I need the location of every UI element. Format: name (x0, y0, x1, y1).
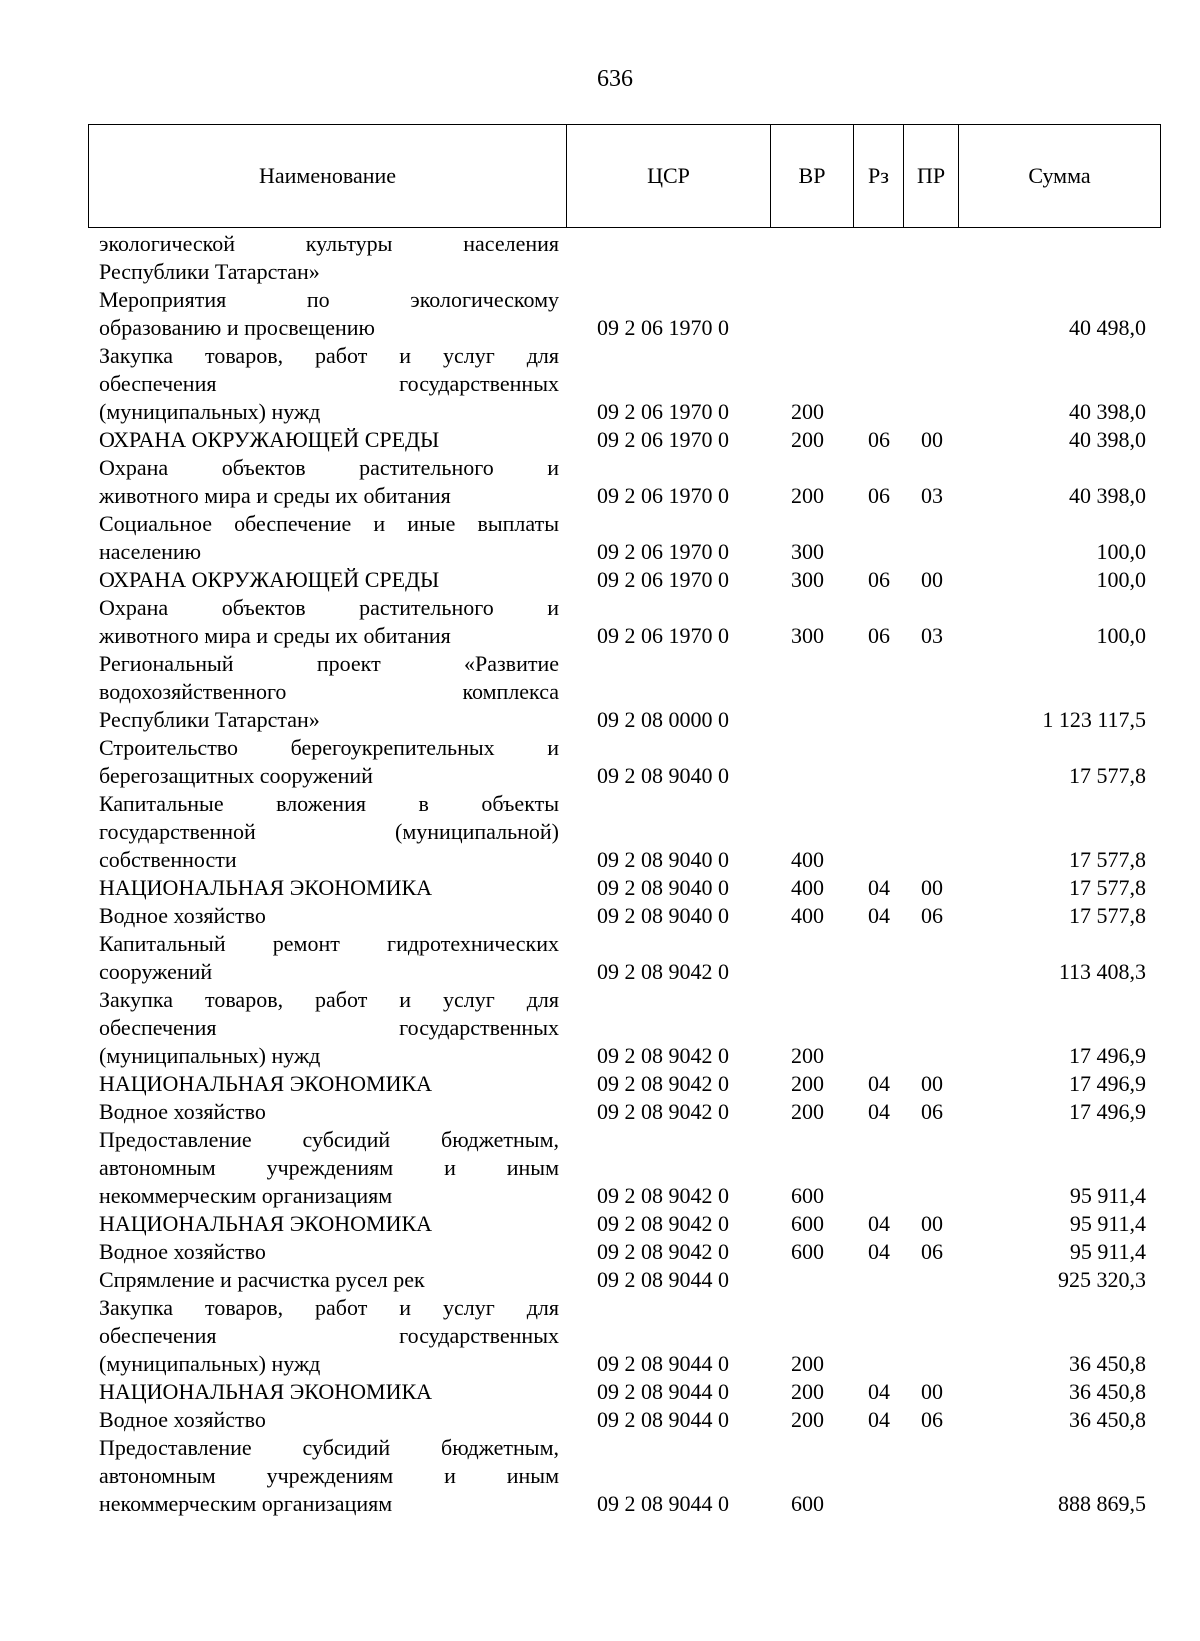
row-name-line: Водное хозяйство (99, 1407, 266, 1432)
row-name-line: Водное хозяйство (99, 1239, 266, 1264)
table-row (99, 566, 1160, 594)
row-name-line: некоммерческим организациям (99, 1491, 393, 1516)
row-pr: 06 (921, 903, 943, 928)
row-pr: 00 (921, 1071, 943, 1096)
row-csr: 09 2 08 9042 0 (597, 1211, 729, 1236)
table-row (99, 986, 1160, 1070)
row-csr: 09 2 08 9044 0 (597, 1491, 729, 1516)
table-row (99, 1266, 1160, 1294)
row-name-line: Предоставление субсидий бюджетным, (99, 1435, 559, 1460)
row-name-line: образованию и просвещению (99, 315, 375, 340)
row-csr: 09 2 08 9044 0 (597, 1407, 729, 1432)
row-sum: 925 320,3 (1058, 1267, 1146, 1292)
row-sum: 113 408,3 (1058, 959, 1146, 984)
row-name-line: автономным учреждениям и иным (99, 1155, 559, 1180)
row-csr: 09 2 08 9042 0 (597, 1239, 729, 1264)
table-row (99, 230, 1160, 286)
row-name-line: Строительство берегоукрепительных и (99, 735, 559, 760)
row-name-line: Республики Татарстан» (99, 707, 320, 732)
row-vr: 300 (791, 539, 824, 564)
header-csr: ЦСР (567, 125, 771, 228)
row-pr: 03 (921, 483, 943, 508)
row-name (99, 1238, 559, 1266)
table-row (99, 790, 1160, 874)
row-name-line: берегозащитных сооружений (99, 763, 373, 788)
row-rz: 04 (868, 1379, 890, 1404)
row-name-line: ОХРАНА ОКРУЖАЮЩЕЙ СРЕДЫ (99, 427, 440, 452)
row-name-line: обеспечения государственных (99, 1323, 559, 1348)
row-vr: 200 (791, 399, 824, 424)
row-sum: 40 398,0 (1069, 427, 1146, 452)
row-pr: 00 (921, 427, 943, 452)
row-vr: 200 (791, 483, 824, 508)
row-name-line: автономным учреждениям и иным (99, 1463, 559, 1488)
row-vr: 300 (791, 623, 824, 648)
row-name-line: Охрана объектов растительного и (99, 455, 559, 480)
row-rz: 06 (868, 483, 890, 508)
row-name-line: Мероприятия по экологическому (99, 287, 559, 312)
row-name (99, 1406, 559, 1434)
row-name-line: Спрямление и расчистка русел рек (99, 1267, 425, 1292)
row-name (99, 734, 559, 790)
row-name (99, 1210, 559, 1238)
row-name-line: водохозяйственного комплекса (99, 679, 559, 704)
row-sum: 95 911,4 (1069, 1211, 1146, 1236)
table-row (99, 286, 1160, 342)
row-csr: 09 2 08 9040 0 (597, 875, 729, 900)
row-name-line: Региональный проект «Развитие (99, 651, 559, 676)
row-name (99, 230, 559, 286)
row-sum: 17 496,9 (1069, 1043, 1146, 1068)
row-name-line: (муниципальных) нужд (99, 1043, 321, 1068)
table-row (99, 1238, 1160, 1266)
table-row (99, 1434, 1160, 1518)
row-sum: 40 398,0 (1069, 483, 1146, 508)
table-row (99, 426, 1160, 454)
row-pr: 00 (921, 1379, 943, 1404)
row-rz: 06 (868, 567, 890, 592)
row-sum: 17 577,8 (1069, 847, 1146, 872)
row-pr: 03 (921, 623, 943, 648)
table-row (99, 1294, 1160, 1378)
row-vr: 200 (791, 1099, 824, 1124)
row-csr: 09 2 06 1970 0 (597, 539, 729, 564)
row-name (99, 790, 559, 874)
row-name-line: населению (99, 539, 202, 564)
row-name (99, 286, 559, 342)
row-name-line: Закупка товаров, работ и услуг для (99, 1295, 559, 1320)
row-name-line: животного мира и среды их обитания (99, 483, 451, 508)
row-rz: 04 (868, 1211, 890, 1236)
row-sum: 17 577,8 (1069, 763, 1146, 788)
row-name-line: животного мира и среды их обитания (99, 623, 451, 648)
table-row (99, 734, 1160, 790)
row-vr: 400 (791, 903, 824, 928)
row-sum: 17 577,8 (1069, 875, 1146, 900)
row-name (99, 510, 559, 566)
row-csr: 09 2 06 1970 0 (597, 315, 729, 340)
row-vr: 600 (791, 1491, 824, 1516)
row-name (99, 342, 559, 426)
row-rz: 04 (868, 1239, 890, 1264)
table-body (99, 230, 1160, 1518)
row-vr: 400 (791, 847, 824, 872)
table-row (99, 650, 1160, 734)
header-vr: ВР (771, 125, 854, 228)
row-name (99, 454, 559, 510)
row-sum: 36 450,8 (1069, 1351, 1146, 1376)
row-csr: 09 2 06 1970 0 (597, 623, 729, 648)
row-rz: 04 (868, 1099, 890, 1124)
row-sum: 40 498,0 (1069, 315, 1146, 340)
row-csr: 09 2 08 0000 0 (597, 707, 729, 732)
row-vr: 300 (791, 567, 824, 592)
row-name-line: собственности (99, 847, 237, 872)
row-csr: 09 2 06 1970 0 (597, 427, 729, 452)
row-name-line: Капитальные вложения в объекты (99, 791, 559, 816)
row-name-line: Закупка товаров, работ и услуг для (99, 343, 559, 368)
table-row (99, 1098, 1160, 1126)
row-rz: 06 (868, 623, 890, 648)
row-name-line: НАЦИОНАЛЬНАЯ ЭКОНОМИКА (99, 1379, 433, 1404)
row-sum: 40 398,0 (1069, 399, 1146, 424)
row-name-line: НАЦИОНАЛЬНАЯ ЭКОНОМИКА (99, 875, 433, 900)
table-row (99, 1210, 1160, 1238)
row-rz: 04 (868, 903, 890, 928)
row-pr: 06 (921, 1099, 943, 1124)
table-row (99, 454, 1160, 510)
row-vr: 200 (791, 1407, 824, 1432)
row-name (99, 1126, 559, 1210)
row-csr: 09 2 06 1970 0 (597, 399, 729, 424)
row-name (99, 1266, 559, 1294)
row-rz: 04 (868, 1071, 890, 1096)
row-sum: 17 496,9 (1069, 1071, 1146, 1096)
row-name-line: Капитальный ремонт гидротехнических (99, 931, 559, 956)
row-csr: 09 2 08 9042 0 (597, 1043, 729, 1068)
row-name (99, 1434, 559, 1518)
row-pr: 00 (921, 567, 943, 592)
row-csr: 09 2 06 1970 0 (597, 567, 729, 592)
row-csr: 09 2 08 9044 0 (597, 1267, 729, 1292)
row-sum: 17 496,9 (1069, 1099, 1146, 1124)
table-row (99, 594, 1160, 650)
row-name (99, 650, 559, 734)
row-sum: 95 911,4 (1069, 1183, 1146, 1208)
row-name-line: Предоставление субсидий бюджетным, (99, 1127, 559, 1152)
row-name-line: Водное хозяйство (99, 1099, 266, 1124)
row-sum: 888 869,5 (1058, 1491, 1146, 1516)
row-vr: 200 (791, 1379, 824, 1404)
row-rz: 04 (868, 875, 890, 900)
row-name (99, 902, 559, 930)
row-csr: 09 2 08 9040 0 (597, 763, 729, 788)
row-sum: 95 911,4 (1069, 1239, 1146, 1264)
row-name-line: ОХРАНА ОКРУЖАЮЩЕЙ СРЕДЫ (99, 567, 440, 592)
row-csr: 09 2 06 1970 0 (597, 483, 729, 508)
row-name (99, 594, 559, 650)
header-name: Наименование (89, 125, 567, 228)
row-sum: 36 450,8 (1069, 1407, 1146, 1432)
row-vr: 200 (791, 427, 824, 452)
row-csr: 09 2 08 9044 0 (597, 1351, 729, 1376)
row-name (99, 1070, 559, 1098)
row-name-line: Закупка товаров, работ и услуг для (99, 987, 559, 1012)
row-name (99, 930, 559, 986)
table-header (88, 124, 1161, 228)
row-name (99, 1294, 559, 1378)
row-name-line: экологической культуры населения (99, 231, 559, 256)
table-row (99, 902, 1160, 930)
row-vr: 200 (791, 1043, 824, 1068)
row-vr: 200 (791, 1351, 824, 1376)
row-name-line: обеспечения государственных (99, 1015, 559, 1040)
row-name-line: государственной (муниципальной) (99, 819, 559, 844)
row-sum: 36 450,8 (1069, 1379, 1146, 1404)
row-rz: 06 (868, 427, 890, 452)
row-pr: 00 (921, 1211, 943, 1236)
row-csr: 09 2 08 9040 0 (597, 847, 729, 872)
row-name-line: (муниципальных) нужд (99, 399, 321, 424)
row-vr: 600 (791, 1183, 824, 1208)
table-row (99, 930, 1160, 986)
row-name (99, 426, 559, 454)
row-csr: 09 2 08 9042 0 (597, 1071, 729, 1096)
table-row (99, 1070, 1160, 1098)
row-name-line: (муниципальных) нужд (99, 1351, 321, 1376)
row-name-line: НАЦИОНАЛЬНАЯ ЭКОНОМИКА (99, 1211, 433, 1236)
row-sum: 17 577,8 (1069, 903, 1146, 928)
row-pr: 06 (921, 1407, 943, 1432)
row-name-line: Охрана объектов растительного и (99, 595, 559, 620)
table-row (99, 1126, 1160, 1210)
row-name-line: Водное хозяйство (99, 903, 266, 928)
row-name-line: Социальное обеспечение и иные выплаты (99, 511, 559, 536)
table-row (99, 874, 1160, 902)
row-csr: 09 2 08 9044 0 (597, 1379, 729, 1404)
row-name (99, 1098, 559, 1126)
header-rz: Рз (854, 125, 904, 228)
table-row (99, 510, 1160, 566)
row-name (99, 986, 559, 1070)
table-row (99, 1406, 1160, 1434)
row-vr: 400 (791, 875, 824, 900)
row-sum: 100,0 (1096, 567, 1146, 592)
row-csr: 09 2 08 9040 0 (597, 903, 729, 928)
row-name (99, 1378, 559, 1406)
header-pr: ПР (904, 125, 959, 228)
row-vr: 600 (791, 1211, 824, 1236)
row-vr: 600 (791, 1239, 824, 1264)
row-pr: 06 (921, 1239, 943, 1264)
row-csr: 09 2 08 9042 0 (597, 1183, 729, 1208)
row-name (99, 874, 559, 902)
row-name-line: некоммерческим организациям (99, 1183, 393, 1208)
row-name (99, 566, 559, 594)
header-sum: Сумма (959, 125, 1161, 228)
row-vr: 200 (791, 1071, 824, 1096)
page-number: 636 (597, 66, 633, 92)
row-name-line: обеспечения государственных (99, 371, 559, 396)
row-name-line: Республики Татарстан» (99, 259, 320, 284)
row-pr: 00 (921, 875, 943, 900)
row-csr: 09 2 08 9042 0 (597, 959, 729, 984)
row-name-line: НАЦИОНАЛЬНАЯ ЭКОНОМИКА (99, 1071, 433, 1096)
row-rz: 04 (868, 1407, 890, 1432)
row-sum: 100,0 (1096, 623, 1146, 648)
table-row (99, 1378, 1160, 1406)
row-name-line: сооружений (99, 959, 213, 984)
row-csr: 09 2 08 9042 0 (597, 1099, 729, 1124)
table-row (99, 342, 1160, 426)
row-sum: 100,0 (1096, 539, 1146, 564)
row-sum: 1 123 117,5 (1042, 707, 1146, 732)
